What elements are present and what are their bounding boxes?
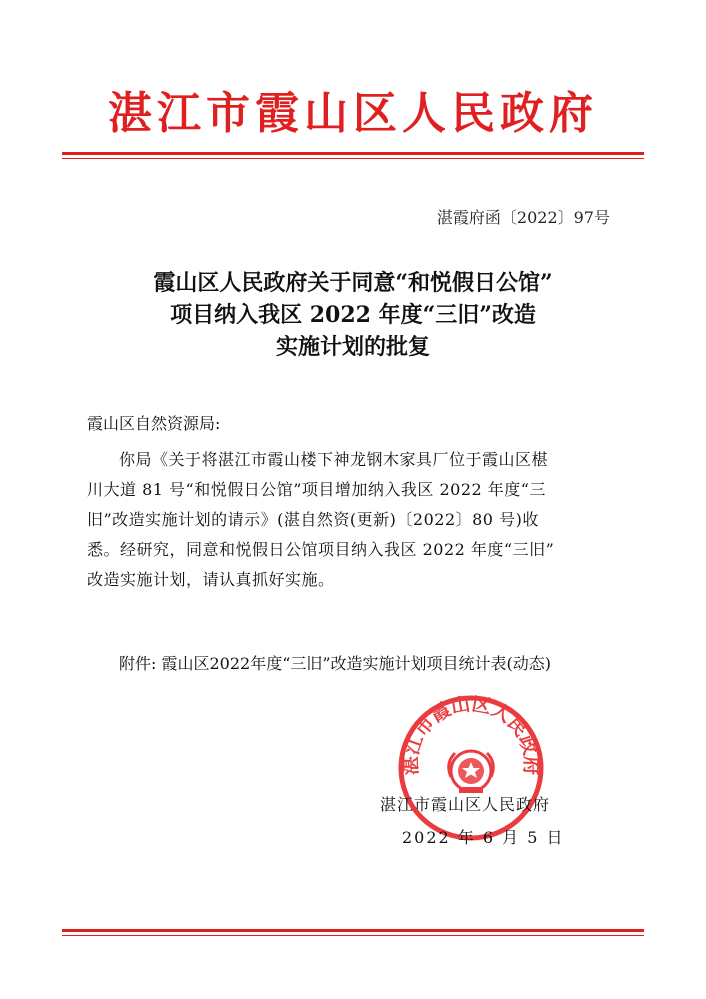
attachment-note: 附件: 霞山区2022年度“三旧”改造实施计划项目统计表(动态) (119, 654, 552, 673)
signature-organization: 湛江市霞山区人民政府 (380, 795, 551, 814)
addressee: 霞山区自然资源局: (87, 414, 221, 433)
header-rule-thin (62, 158, 644, 159)
header-org-title: 湛江市霞山区人民政府 (108, 88, 598, 139)
document-title (0, 267, 706, 363)
body-line: 川大道 81 号“和悦假日公馆”项目增加纳入我区 2022 年度“三 (87, 480, 546, 499)
body-text (87, 445, 623, 595)
official-seal (396, 693, 546, 843)
body-line: 旧”改造实施计划的请示》(湛自然资(更新)〔2022〕80 号)收 (87, 510, 539, 529)
document-number: 湛霞府函〔2022〕97号 (436, 208, 610, 227)
title-line-2: 项目纳入我区 2022 年度“三旧”改造 (170, 302, 536, 328)
body-line: 你局《关于将湛江市霞山楼下神龙钢木家具厂位于霞山区椹 (119, 450, 549, 469)
title-line-1: 霞山区人民政府关于同意“和悦假日公馆” (153, 270, 553, 296)
title-line-3: 实施计划的批复 (275, 334, 430, 360)
header-rule-thick (62, 152, 644, 155)
body-line: 改造实施计划，请认真抓好实施。 (87, 570, 335, 589)
national-emblem-icon (449, 751, 494, 793)
footer-rule-thick (62, 929, 644, 932)
signature-date: 2022 年 6 月 5 日 (402, 828, 565, 847)
body-line: 悉。经研究，同意和悦假日公馆项目纳入我区 2022 年度“三旧” (87, 540, 555, 559)
footer-rule-thin (62, 935, 644, 936)
seal-text: 湛江市霞山区人民政府 (399, 693, 543, 776)
